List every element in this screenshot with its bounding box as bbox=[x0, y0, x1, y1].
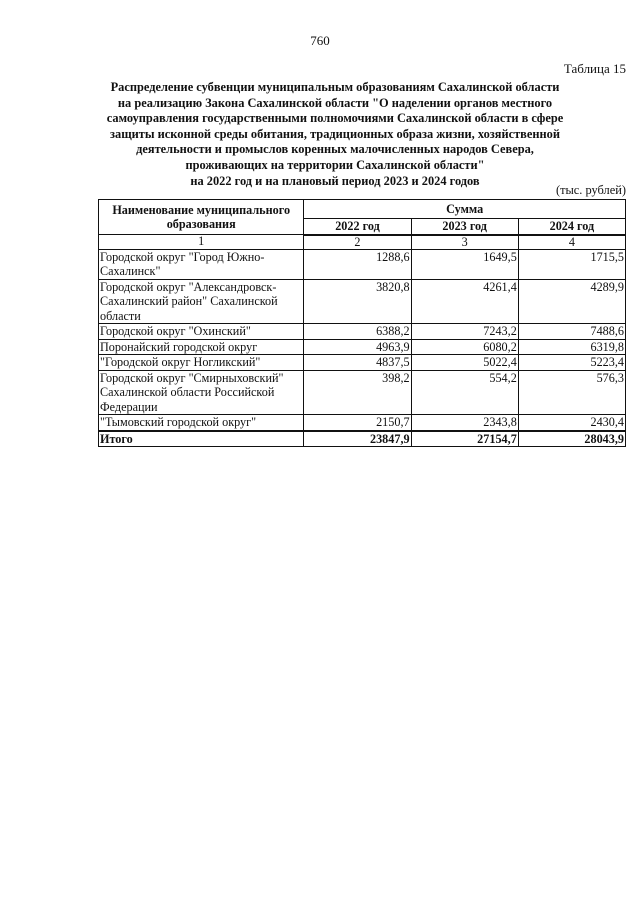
subvention-table bbox=[98, 199, 626, 447]
document-title bbox=[100, 80, 570, 189]
table-row bbox=[99, 355, 626, 371]
column-index: 4 bbox=[518, 235, 625, 250]
value-2022: 4837,5 bbox=[304, 355, 411, 371]
value-2023: 1649,5 bbox=[411, 249, 518, 279]
value-2022: 1288,6 bbox=[304, 249, 411, 279]
header-year-2024: 2024 год bbox=[518, 219, 625, 235]
title-line: на 2022 год и на плановый период 2023 и 2024 годов bbox=[190, 173, 480, 188]
value-2023: 6080,2 bbox=[411, 339, 518, 355]
value-2022: 3820,8 bbox=[304, 279, 411, 324]
value-2022: 4963,9 bbox=[304, 339, 411, 355]
table-row bbox=[99, 279, 626, 324]
title-line: деятельности и промыслов коренных малочисленных народов Севера, bbox=[136, 142, 534, 157]
title-line: Распределение субвенции муниципальным образованиям Сахалинской области bbox=[110, 80, 560, 94]
municipality-name: Поронайский городской округ bbox=[99, 339, 304, 355]
value-2022: 398,2 bbox=[304, 370, 411, 415]
value-2024: 576,3 bbox=[518, 370, 625, 415]
municipality-name: Городской округ "Город Южно-Сахалинск" bbox=[99, 249, 304, 279]
header-sum: Сумма bbox=[304, 200, 626, 219]
value-2023: 554,2 bbox=[411, 370, 518, 415]
table-row bbox=[99, 339, 626, 355]
value-2023: 2343,8 bbox=[411, 415, 518, 431]
municipality-name: Городской округ "Охинский" bbox=[99, 324, 304, 340]
value-2022: 6388,2 bbox=[304, 324, 411, 340]
value-2022: 2150,7 bbox=[304, 415, 411, 431]
value-2023: 7243,2 bbox=[411, 324, 518, 340]
table-row bbox=[99, 370, 626, 415]
units-label: (тыс. рублей) bbox=[555, 183, 626, 197]
header-municipality: Наименование муниципального образования bbox=[99, 200, 304, 235]
value-2024: 5223,4 bbox=[518, 355, 625, 371]
total-2024: 28043,9 bbox=[518, 431, 625, 447]
header-year-2023: 2023 год bbox=[411, 219, 518, 235]
title-line: проживающих на территории Сахалинской области" bbox=[185, 157, 485, 172]
header-year-2022: 2022 год bbox=[304, 219, 411, 235]
municipality-name: Городской округ "Александровск-Сахалинский район" Сахалинской области bbox=[99, 279, 304, 324]
municipality-name: Городской округ "Смирныховский" Сахалинской области Российской Федерации bbox=[99, 370, 304, 415]
page-number: 760 bbox=[310, 33, 330, 48]
value-2024: 2430,4 bbox=[518, 415, 625, 431]
municipality-name: "Тымовский городской округ" bbox=[99, 415, 304, 431]
value-2024: 6319,8 bbox=[518, 339, 625, 355]
value-2024: 1715,5 bbox=[518, 249, 625, 279]
value-2023: 4261,4 bbox=[411, 279, 518, 324]
total-row bbox=[99, 431, 626, 447]
title-line: защиты исконной среды обитания, традиционных образа жизни, хозяйственной bbox=[110, 126, 560, 141]
total-label: Итого bbox=[99, 431, 304, 447]
column-index-row bbox=[99, 235, 626, 250]
column-index: 3 bbox=[411, 235, 518, 250]
title-line: самоуправления государственными полномочиями Сахалинской области в сфере bbox=[106, 111, 564, 126]
value-2024: 7488,6 bbox=[518, 324, 625, 340]
table-number: Таблица 15 bbox=[563, 61, 626, 76]
column-index: 1 bbox=[99, 235, 304, 250]
municipality-name: "Городской округ Ногликский" bbox=[99, 355, 304, 371]
column-index: 2 bbox=[304, 235, 411, 250]
table-row bbox=[99, 249, 626, 279]
table-row bbox=[99, 324, 626, 340]
title-line: на реализацию Закона Сахалинской области "О наделении органов местного bbox=[117, 95, 553, 110]
total-2023: 27154,7 bbox=[411, 431, 518, 447]
total-2022: 23847,9 bbox=[304, 431, 411, 447]
value-2023: 5022,4 bbox=[411, 355, 518, 371]
table-row bbox=[99, 415, 626, 431]
value-2024: 4289,9 bbox=[518, 279, 625, 324]
